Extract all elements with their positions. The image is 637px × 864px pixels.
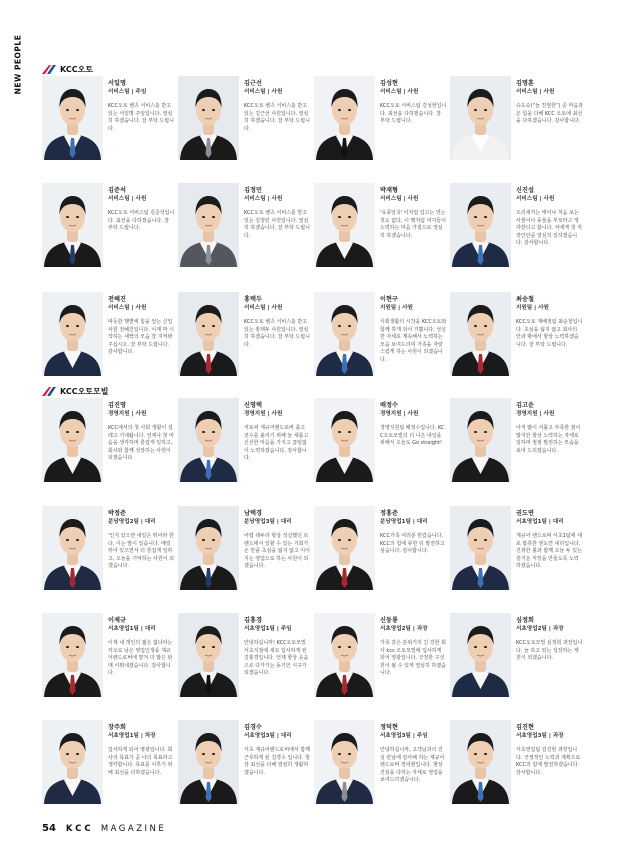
- section-title: KCC오토모빌: [60, 387, 109, 396]
- staff-info: [380, 402, 447, 448]
- staff-name: 김성현: [380, 80, 398, 87]
- staff-photo: [450, 183, 511, 267]
- staff-role: 서초영업1팀 | 차장: [108, 733, 156, 739]
- staff-description: KCC오토 벤츠 서비스를 받고 있는 서일명 주임입니다. 열심히 하겠습니다. 잘 부탁 드립니다.: [108, 103, 174, 132]
- staff-card: [314, 398, 446, 494]
- staff-card: [42, 720, 174, 816]
- staff-description: KCC가족 여러분 반갑습니다. KCC의 힘에 뮤한 뒤 발전하고 싶습니다. 감사합니다.: [380, 533, 445, 555]
- staff-name: 정덕현: [380, 724, 398, 731]
- staff-description: '유종일국' 이처럼 입고는 먼는 것도 없다, 이 행처럼 여지들이 노력하는 마음 가짐으로 열심히 하겠습니다.: [380, 210, 446, 239]
- staff-photo: [314, 720, 375, 804]
- staff-info: [516, 296, 583, 349]
- section-title: KCC오토: [60, 65, 94, 74]
- staff-photo: [178, 613, 239, 697]
- staff-name: 김정민: [244, 187, 262, 194]
- kcc-logo-icon: [42, 387, 56, 396]
- staff-description: 오리새끼는 태어나 처음 보는 사물이나 동물을 부모라고 생각한다고 합니다. 저에게 첫 직장인만큼 열심히 일하겠습니다. 감사합니다.: [516, 210, 582, 247]
- staff-description: KCC오토 벤츠 서비스를 받고 있는 홍택두 사원입니다. 열심히 하겠습니다. 잘 부탁 드립니다.: [244, 319, 310, 348]
- staff-photo: [178, 76, 239, 160]
- staff-photo: [42, 613, 103, 697]
- staff-role: 서비스팀 | 사원: [244, 89, 283, 95]
- staff-role: 서초영업3팀 | 대리: [244, 733, 292, 739]
- staff-role: 서초영업1팀 | 대리: [516, 519, 564, 525]
- staff-photo: [314, 183, 375, 267]
- staff-role: 서비스팀 | 사원: [516, 196, 555, 202]
- staff-photo: [314, 506, 375, 590]
- staff-info: [108, 80, 175, 133]
- staff-info: [244, 510, 311, 571]
- staff-card: [450, 76, 582, 172]
- staff-photo: [42, 292, 103, 376]
- staff-photo: [314, 613, 375, 697]
- section-header-kcc-auto: [42, 64, 93, 75]
- staff-info: [108, 187, 175, 233]
- staff-card: [178, 183, 310, 279]
- staff-name: 권도연: [516, 510, 534, 517]
- staff-photo: [178, 183, 239, 267]
- staff-photo: [42, 398, 103, 482]
- staff-card: [178, 292, 310, 388]
- staff-role: 경영지원 | 사원: [108, 411, 147, 417]
- staff-role: 서비스팀 | 사원: [244, 196, 283, 202]
- staff-card: [42, 506, 174, 602]
- staff-description: 슈도슈(“늘 친절한”) 준 마음과 온 힘을 다해 KCC 오토에 최선을 다하겠습니다. 감사합니다.: [516, 103, 583, 125]
- staff-info: [108, 724, 175, 777]
- staff-info: [380, 80, 447, 126]
- staff-name: 김진현: [516, 724, 534, 731]
- staff-description: 따듯한 햇볕에 힘을 얻는 신입사원 전혜진입니다. 이제 막 시작하는 새싹의 모습 잘 지켜봐 주십시오. 잘 부탁 드립니다. 감사합니다.: [108, 319, 174, 356]
- staff-photo: [450, 613, 511, 697]
- staff-info: [380, 617, 447, 678]
- staff-photo: [42, 76, 103, 160]
- staff-card: [42, 76, 174, 172]
- staff-name: 신동룡: [380, 617, 398, 624]
- staff-role: 서비스팀 | 사원: [108, 196, 147, 202]
- staff-role: 지원팀 | 사원: [516, 305, 549, 311]
- staff-card: [42, 613, 174, 709]
- staff-photo: [178, 292, 239, 376]
- staff-info: [516, 187, 583, 248]
- staff-description: KCC오토모빌 심정희 과장입니다. 늘 하고 있는 성장하는 재원이 되겠습니다.: [516, 640, 583, 662]
- staff-info: [244, 296, 311, 349]
- staff-photo: [314, 398, 375, 482]
- staff-info: [516, 510, 583, 571]
- staff-role: 서비스팀 | 사원: [380, 196, 419, 202]
- staff-role: 서초영업2팀 | 과장: [516, 626, 564, 632]
- staff-photo: [178, 398, 239, 482]
- staff-name: 정홍준: [380, 510, 398, 517]
- staff-description: KCC오토 서비스팀 김성현입니다. 최선을 다하겠습니다. 잘 부탁 드립니다.: [380, 103, 447, 125]
- staff-role: 서비스팀 | 사원: [516, 89, 555, 95]
- staff-card: [178, 506, 310, 602]
- staff-role: 서비스팀 | 사원: [380, 89, 419, 95]
- staff-name: 김고운: [516, 402, 534, 409]
- staff-description: 저로써 재규어랜드로버 출고 전수를 올리기 위해 늘 새롭고 신선한 마음을 가지고 끊임없이 노력하겠습니다. 감사합니다.: [244, 425, 309, 462]
- staff-photo: [178, 720, 239, 804]
- magazine-title: [66, 824, 166, 834]
- staff-description: 안녕하십니까, 고객님과의 진실 만남에 감사해 하는 재규어 랜드로버 정덕현입니다. 항상 진심을 다하는 자세로 영업을 보여드리겠습니다.: [380, 747, 445, 784]
- staff-info: [516, 724, 583, 777]
- page-footer: [42, 823, 166, 834]
- staff-name: 전혜진: [108, 296, 126, 303]
- staff-name: 홍택두: [244, 296, 262, 303]
- staff-name: 박재형: [380, 187, 398, 194]
- staff-info: [244, 187, 311, 240]
- staff-description: KCC오토 재배정팀 최순철입니다. 초심을 잃지 않고 회사의 안과 밖에서 항상 노력하겠습니다. 잘 부탁 드립니다.: [516, 319, 583, 348]
- staff-name: 이제규: [108, 617, 126, 624]
- staff-role: 분당영업1팀 | 대리: [380, 519, 428, 525]
- magazine-brand: KCC: [65, 824, 94, 834]
- staff-card: [42, 398, 174, 494]
- staff-card: [314, 613, 446, 709]
- staff-description: 서초영업팀 김진현 과장입니다. 긍정적인 노력과 계획으로 KCC의 힘에 발전하겠습니다. 감사합니다.: [516, 747, 581, 776]
- staff-info: [380, 724, 447, 785]
- staff-description: '인지 있으면 내일은 뛰어라 한다, 이는 말이 있습니다. 매일 뛰어 있으면서 더 즐겁게 일하고, 오늘을 기억하는 사원이 되겠습니다.: [108, 533, 174, 570]
- staff-description: KCC오토 서비스팀 김준석입니다. 최선을 다하겠습니다. 잘 부탁 드립니다.: [108, 210, 175, 232]
- staff-info: [380, 187, 447, 240]
- staff-name: 김명훈: [516, 80, 534, 87]
- staff-photo: [450, 506, 511, 590]
- staff-name: 신영택: [244, 402, 262, 409]
- staff-description: 사회생활의 시작을 KCC오토와 함께 하게 되어 기쁩니다. 성실한 자세로 계속해서 노력하는 모습 보여드리며 가족을 자랑스럽게 하는 사원이 되겠습니다.: [380, 319, 447, 363]
- staff-info: [108, 617, 175, 678]
- staff-role: 분당영업2팀 | 대리: [108, 519, 156, 525]
- side-label-text: NEW PEOPLE: [13, 34, 23, 95]
- staff-name: 김근선: [244, 80, 262, 87]
- staff-info: [244, 617, 311, 678]
- staff-photo: [450, 398, 511, 482]
- staff-role: 서초영업1팀 | 주임: [244, 626, 292, 632]
- staff-description: 재규어 랜드로버 서초1팀에 새로 합류한 권도연 대리입니다. 진취한 볼과 함께 오늘 두 있는 즐거운 직장을 만들도록 노력하겠습니다.: [516, 533, 582, 570]
- staff-card: [450, 613, 582, 709]
- staff-name: 박정준: [108, 510, 126, 517]
- staff-card: [314, 506, 446, 602]
- staff-description: KCC오토 벤츠 서비스를 받고 있는 김근선 사원입니다. 열심히 하겠습니다. 잘 부탁 드립니다.: [244, 103, 310, 132]
- staff-photo: [314, 76, 375, 160]
- staff-description: KCC오토 벤츠 서비스를 받고 있는 김정민 사원입니다. 열심히 하겠습니다. 잘 부탁 드립니다.: [244, 210, 310, 239]
- staff-photo: [450, 292, 511, 376]
- staff-card: [314, 720, 446, 816]
- staff-photo: [178, 506, 239, 590]
- staff-card: [42, 183, 174, 279]
- staff-description: 아직 많이 서툴고 부족한 점이 많지만 항상 노력하는 자세로 임하며 점점 발전하는 모습을 보여 드리겠습니다.: [516, 425, 581, 454]
- page-number: 54: [42, 823, 56, 834]
- staff-role: 서초영업2팀 | 과장: [380, 626, 428, 632]
- staff-photo: [314, 292, 375, 376]
- staff-role: 경영지원 | 사원: [244, 411, 283, 417]
- staff-role: 지원팀 | 사원: [380, 305, 413, 311]
- staff-description: 안녕하십니까! KCC오토모빌 서초지점에 새로 입사하게 된 김홍경입니다. 언제 항상 웃음으로 다가가는 동기인 식구가 되겠습니다.: [244, 640, 309, 677]
- staff-card: [450, 720, 582, 816]
- staff-photo: [42, 720, 103, 804]
- staff-description: 경영지원팀 배정수입니다. KCC오토모빌의 더 나은 내일을 위해서 오늘도 Go straight!: [380, 425, 445, 447]
- staff-card: [450, 398, 582, 494]
- staff-photo: [450, 76, 511, 160]
- staff-info: [516, 80, 583, 126]
- staff-card: [178, 613, 310, 709]
- staff-name: 신진섭: [516, 187, 534, 194]
- staff-name: 배정수: [380, 402, 398, 409]
- staff-role: 경영지원 | 사원: [516, 411, 555, 417]
- staff-card: [178, 398, 310, 494]
- staff-info: [108, 402, 175, 463]
- staff-description: 입사하게 되어 영광입니다. 회사의 목표가 곧 나의 목표라고 생각합니다. 목표를 이루기 위해 최선을 다하겠습니다.: [108, 747, 173, 776]
- staff-card: [450, 292, 582, 388]
- staff-role: 서비스팀 | 사원: [108, 305, 147, 311]
- staff-name: 서일명: [108, 80, 126, 87]
- section-side-label: [6, 30, 23, 110]
- staff-description: 어렵 테두리 항상 성실했던 브랜드에서 일할 수 있는 기회가 온 만큼 초심을 잃지 않고 이이지는 영업으로 하는 사원이 되겠습니다.: [244, 533, 310, 570]
- staff-name: 김진영: [108, 402, 126, 409]
- staff-name: 김준석: [108, 187, 126, 194]
- staff-description: 서초 재규어랜드로버에서 함께 근무하게 된 김경수 입니다. 항상 최선을 다해 열심히 생활하겠습니다.: [244, 747, 310, 776]
- staff-info: [244, 402, 311, 463]
- staff-card: [314, 183, 446, 279]
- staff-card: [314, 76, 446, 172]
- staff-info: [108, 296, 175, 357]
- staff-role: 경영지원 | 사원: [380, 411, 419, 417]
- staff-info: [516, 402, 583, 455]
- staff-name: 최승철: [516, 296, 534, 303]
- staff-role: 서초영업3팀 | 주임: [380, 733, 428, 739]
- staff-description: 가족 같은 분위기의 긴 강한 회사 kcc 오토모빌에 입사하게 되어 영광입니다. 긍정한 구성원이 될 수 있게 열심히 하겠습니다.: [380, 640, 446, 677]
- staff-name: 장주희: [108, 724, 126, 731]
- staff-description: 이제 내 개인의 젊은 없다라는 각오로 남은 영업인생을 재규어랜드로버에 맡겨 더 많은 판매 이뤄내겠습니다. 감사합니다.: [108, 640, 173, 677]
- staff-role: 서비스팀 | 사원: [244, 305, 283, 311]
- staff-photo: [42, 506, 103, 590]
- staff-info: [244, 724, 311, 777]
- staff-card: [450, 506, 582, 602]
- staff-info: [244, 80, 311, 133]
- magazine-word: MAGAZINE: [100, 824, 167, 834]
- staff-card: [42, 292, 174, 388]
- staff-card: [450, 183, 582, 279]
- staff-info: [380, 296, 447, 365]
- staff-role: 서초영업1팀 | 대리: [108, 626, 156, 632]
- staff-info: [380, 510, 447, 556]
- staff-name: 남택경: [244, 510, 262, 517]
- staff-role: 분당영업3팀 | 대리: [244, 519, 292, 525]
- staff-role: 서비스팀 | 주임: [108, 89, 147, 95]
- staff-photo: [450, 720, 511, 804]
- staff-card: [178, 76, 310, 172]
- staff-role: 서초영업3팀 | 과장: [516, 733, 564, 739]
- staff-photo: [42, 183, 103, 267]
- staff-info: [516, 617, 583, 663]
- staff-name: 김홍경: [244, 617, 262, 624]
- staff-card: [314, 292, 446, 388]
- kcc-logo-icon: [42, 65, 56, 74]
- staff-name: 이현구: [380, 296, 398, 303]
- staff-info: [108, 510, 175, 571]
- staff-name: 심정희: [516, 617, 534, 624]
- staff-card: [178, 720, 310, 816]
- staff-description: KCC에서의 첫 사회 생활이 설레고 기대됩니다. 언제나 첫 마음을 생각하며 즐겁게 일하고, 회사와 함께 성장하는 사원이 되겠습니다.: [108, 425, 174, 462]
- staff-name: 김경수: [244, 724, 262, 731]
